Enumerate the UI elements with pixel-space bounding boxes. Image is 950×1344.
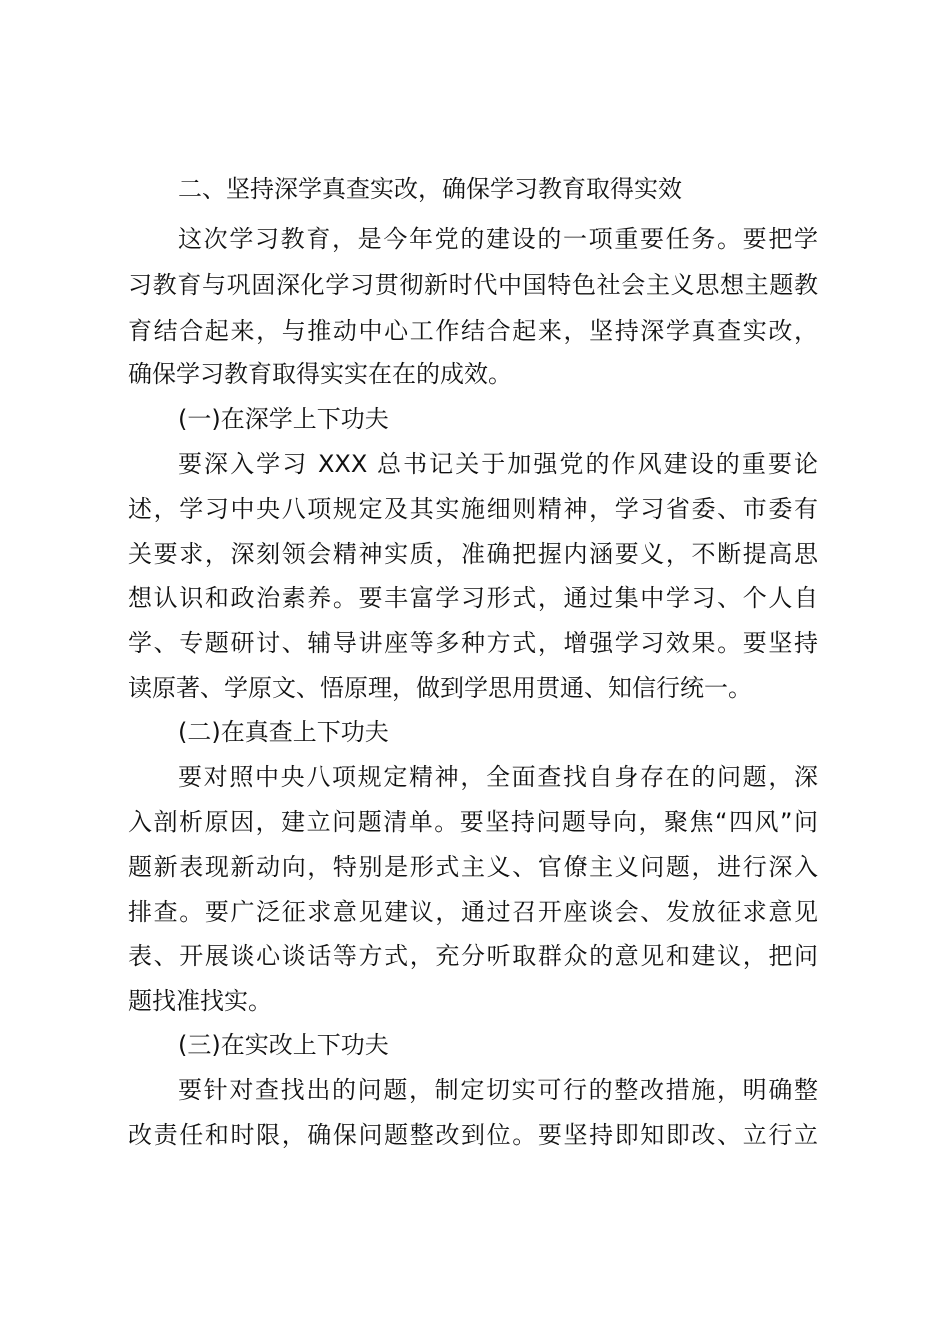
paragraph-line: 学、专题研讨、辅导讲座等多种方式，增强学习效果。要坚持 xyxy=(128,629,818,657)
paragraph-line: 育结合起来，与推动中心工作结合起来，坚持深学真查实改， xyxy=(128,317,818,345)
paragraph-line: 要深入学习 XXX 总书记关于加强党的作风建设的重要论 xyxy=(178,450,818,478)
section-heading: 二、坚持深学真查实改，确保学习教育取得实效 xyxy=(178,175,682,203)
subsection-heading: (一)在深学上下功夫 xyxy=(178,405,389,433)
paragraph-line: 关要求，深刻领会精神实质，准确把握内涵要义，不断提高思 xyxy=(128,540,818,568)
paragraph-line: 排查。要广泛征求意见建议，通过召开座谈会、发放征求意见 xyxy=(128,898,818,926)
paragraph-line: 题新表现新动向，特别是形式主义、官僚主义问题，进行深入 xyxy=(128,853,818,881)
paragraph-line: 读原著、学原文、悟原理，做到学思用贯通、知信行统一。 xyxy=(128,674,752,702)
paragraph-line: 习教育与巩固深化学习贯彻新时代中国特色社会主义思想主题教 xyxy=(128,271,818,299)
paragraph-line: 述，学习中央八项规定及其实施细则精神，学习省委、市委有 xyxy=(128,495,818,523)
subsection-heading: (三)在实改上下功夫 xyxy=(178,1031,389,1059)
paragraph-line: 表、开展谈心谈话等方式，充分听取群众的意见和建议，把问 xyxy=(128,942,818,970)
paragraph-line: 要对照中央八项规定精神，全面查找自身存在的问题，深 xyxy=(178,763,818,791)
subsection-heading: (二)在真查上下功夫 xyxy=(178,718,389,746)
paragraph-line: 题找准找实。 xyxy=(128,987,272,1015)
paragraph-line: 改责任和时限，确保问题整改到位。要坚持即知即改、立行立 xyxy=(128,1121,818,1149)
paragraph-line: 这次学习教育，是今年党的建设的一项重要任务。要把学 xyxy=(178,225,818,253)
paragraph-line: 确保学习教育取得实实在在的成效。 xyxy=(128,360,512,388)
paragraph-line: 入剖析原因，建立问题清单。要坚持问题导向，聚焦“四风”问 xyxy=(128,808,818,836)
paragraph-line: 想认识和政治素养。要丰富学习形式，通过集中学习、个人自 xyxy=(128,584,818,612)
paragraph-line: 要针对查找出的问题，制定切实可行的整改措施，明确整 xyxy=(178,1076,818,1104)
